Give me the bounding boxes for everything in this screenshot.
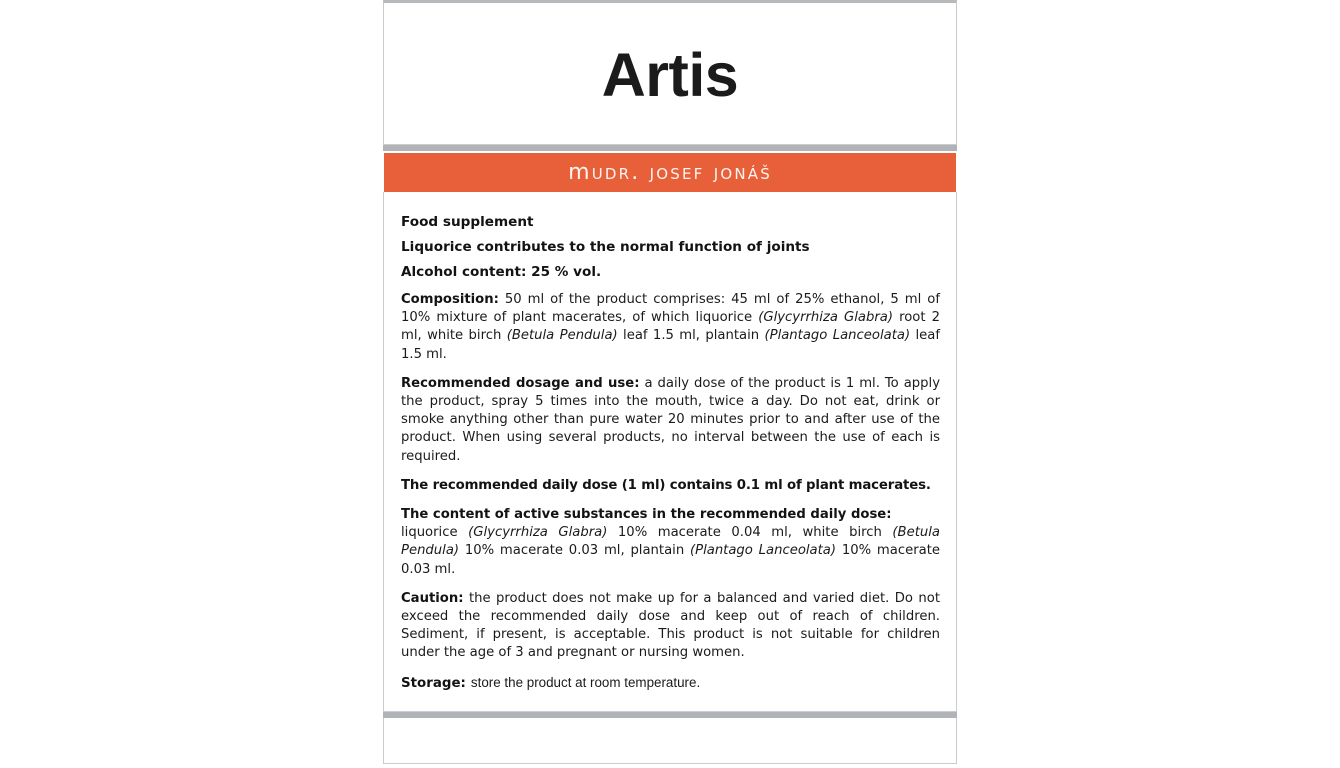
- composition-latin-3: (Plantago Lanceolata): [764, 328, 911, 344]
- composition-lead: Composition:: [401, 292, 499, 307]
- composition-text-3: leaf 1.5 ml, plantain: [617, 328, 765, 344]
- daily-dose-note: The recommended daily dose (1 ml) contains 0.1 ml of plant macerates.: [401, 477, 931, 493]
- composition-paragraph: [401, 291, 940, 364]
- divider-top: [383, 145, 957, 151]
- storage-text: store the product at room temperature.: [470, 674, 701, 690]
- dosage-text: a daily dose of the product is 1 ml. To apply the product, spray 5 times into the mouth, twice a day. Do not eat, drink or smoke anything other than pure water 20 minutes prior to and after use of the product. When using several products, no interval between the use of each is required.: [401, 375, 940, 464]
- composition-text-2: root 2 ml, white birch: [401, 310, 941, 344]
- composition-latin-2: (Betula Pendula): [506, 328, 618, 344]
- caution-lead: Caution:: [401, 590, 464, 606]
- author-name: mudr. josef jonáš: [568, 159, 772, 185]
- product-label: [383, 0, 957, 768]
- active-latin-2: (Betula Pendula): [401, 525, 940, 559]
- heading-alcohol-content: Alcohol content: 25 % vol.: [401, 264, 602, 280]
- storage-lead: Storage:: [401, 675, 466, 691]
- caution-paragraph: [401, 590, 940, 663]
- caution-text: the product does not make up for a balanced and varied diet. Do not exceed the recommended daily dose and keep out of reach of children. Sediment, if present, is acceptable. This product is not suitable for children under the age of 3 and pregnant or nursing women.: [401, 590, 940, 661]
- heading-food-supplement: Food supplement: [401, 214, 534, 230]
- active-substances-lead: The content of active substances in the recommended daily dose:: [401, 507, 892, 523]
- page-title: Artis: [601, 41, 739, 109]
- composition-text-4: leaf 1.5 ml.: [401, 328, 940, 362]
- active-latin-3: (Plantago Lanceolata): [689, 543, 837, 559]
- dosage-lead: Recommended dosage and use:: [401, 375, 640, 391]
- composition-latin-1: (Glycyrrhiza Glabra): [758, 310, 894, 326]
- info-panel: [383, 192, 957, 712]
- heading-health-claim: Liquorice contributes to the normal function of joints: [401, 239, 810, 255]
- dosage-paragraph: [401, 375, 940, 466]
- author-band: [384, 153, 956, 192]
- active-substances-paragraph: [401, 524, 940, 579]
- storage-paragraph: [401, 674, 940, 693]
- active-text-4: 10% macerate 0.03 ml.: [401, 543, 940, 577]
- active-text-1: liquorice: [401, 525, 469, 541]
- brand-panel: [383, 0, 957, 145]
- footer-panel: [383, 718, 957, 764]
- composition-text-1: 50 ml of the product comprises: 45 ml of 25% ethanol, 5 ml of 10% mixture of plant macerates, of which liquorice: [401, 292, 940, 326]
- active-text-2: 10% macerate 0.04 ml, white birch: [607, 525, 893, 541]
- active-latin-1: (Glycyrrhiza Glabra): [468, 525, 608, 541]
- active-text-3: 10% macerate 0.03 ml, plantain: [459, 543, 690, 559]
